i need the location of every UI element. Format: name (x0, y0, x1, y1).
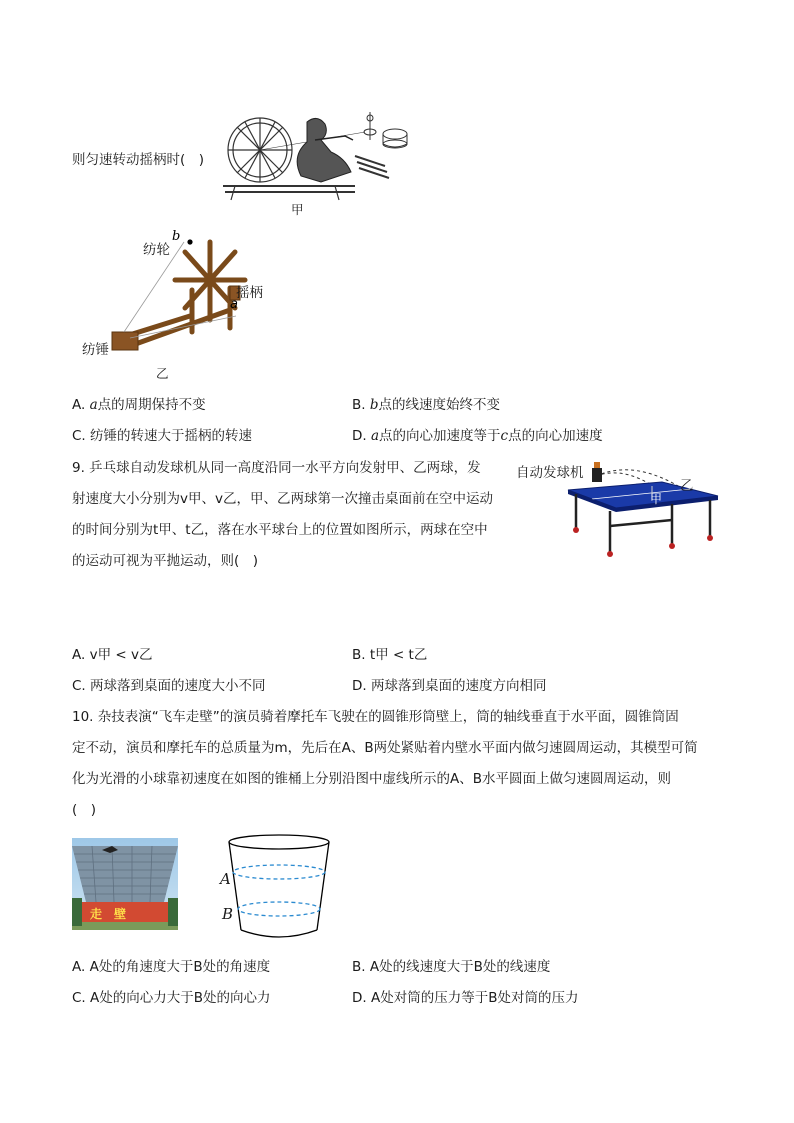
q8-option-d[interactable]: D. a点的向心加速度等于c点的向心加速度 (352, 428, 603, 444)
figure-jia-caption: 甲 (291, 202, 304, 217)
wall-of-death-photo (72, 838, 178, 930)
q10-stem-line-1: 10. 杂技表演“飞车走壁”的演员骑着摩托车飞驶在的圆锥形筒壁上，筒的轴线垂直于水平面，圆锥筒固 (72, 709, 679, 725)
q9-option-c[interactable]: C. 两球落到桌面的速度大小不同 (72, 678, 266, 694)
label-ball-yi: 乙 (680, 478, 694, 494)
q10-option-d[interactable]: D. A处对筒的压力等于B处对筒的压力 (352, 990, 579, 1006)
label-level-a: A (220, 870, 231, 888)
q10-stem-line-2: 定不动，演员和摩托车的总质量为m，先后在A、B两处紧贴着内壁水平面内做匀速圆周运动，其模型可简 (72, 740, 698, 756)
q10-stem-line-3: 化为光滑的小球靠初速度在如图的锥桶上分别沿图中虚线所示的A、B水平圆面上做匀速圆周运动，则 (72, 771, 671, 787)
cone-bucket-diagram (215, 830, 335, 942)
point-a-label: a (230, 297, 238, 312)
q9-option-b[interactable]: B. t甲 < t乙 (352, 647, 428, 663)
point-b-label: b (172, 229, 181, 244)
figure-yi-caption: 乙 (156, 366, 169, 381)
q9-stem-line-4: 的运动可视为平抛运动，则( ) (72, 553, 259, 569)
q8-stem-tail: 则匀速转动摇柄时( ) (72, 152, 205, 168)
q8-option-b[interactable]: B. b点的线速度始终不变 (352, 397, 501, 413)
q10-stem-line-4: ( ) (72, 802, 97, 818)
photo-sign-text: 走 壁 (90, 907, 127, 921)
ping-pong-table-figure (560, 456, 730, 560)
label-handle: 摇柄 (236, 285, 263, 301)
q9-option-a[interactable]: A. v甲 < v乙 (72, 647, 153, 663)
spinning-wheel-illustration (215, 110, 415, 202)
q10-option-c[interactable]: C. A处的向心力大于B处的向心力 (72, 990, 271, 1006)
q9-option-d[interactable]: D. 两球落到桌面的速度方向相同 (352, 678, 547, 694)
q9-stem-line-2: 射速度大小分别为v甲、v乙，甲、乙两球第一次撞击桌面前在空中运动 (72, 491, 493, 507)
q10-option-b[interactable]: B. A处的线速度大于B处的线速度 (352, 959, 551, 975)
label-spindle: 纺锤 (82, 342, 109, 358)
label-level-b: B (222, 905, 234, 923)
label-ball-jia: 甲 (650, 492, 663, 506)
label-wheel: 纺轮 (143, 242, 170, 258)
q8-option-a[interactable]: A. a点的周期保持不变 (72, 397, 206, 413)
q8-option-c[interactable]: C. 纺锤的转速大于摇柄的转速 (72, 428, 253, 444)
q9-stem-line-3: 的时间分别为t甲、t乙，落在水平球台上的位置如图所示，两球在空中 (72, 522, 488, 538)
label-serving-machine: 自动发球机 (516, 465, 584, 481)
q9-stem-line-1: 9. 乒乓球自动发球机从同一高度沿同一水平方向发射甲、乙两球，发 (72, 460, 481, 476)
q10-option-a[interactable]: A. A处的角速度大于B处的角速度 (72, 959, 271, 975)
